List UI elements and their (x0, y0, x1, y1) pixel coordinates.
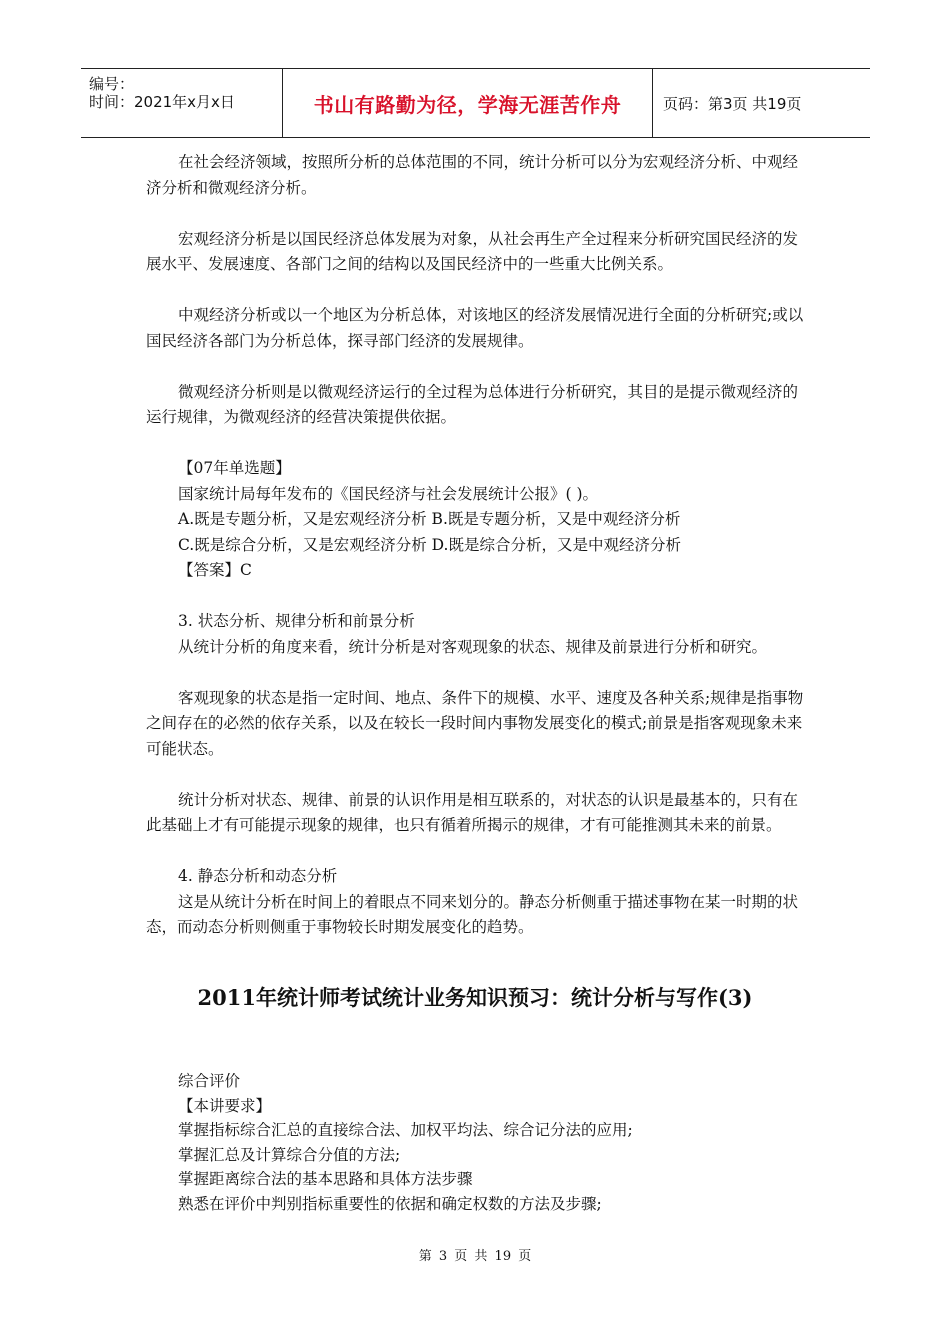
question-answer: 【答案】C (178, 561, 252, 579)
section3-intro: 从统计分析的角度来看，统计分析是对客观现象的状态、规律及前景进行分析和研究。 (178, 637, 768, 656)
section4-body: 这是从统计分析在时间上的着眼点不同来划分的。静态分析侧重于描述事物在某一时期的状态，而动态分析则侧重于事物较长时期发展变化的趋势。 (146, 892, 799, 936)
paragraph: 中观经济分析或以一个地区为分析总体，对该地区的经济发展情况进行全面的分析研究;或以国民经济各部门为分析总体，探寻部门经济的发展规律。 (146, 306, 804, 350)
page-footer: 第 3 页 共 19 页 (418, 1249, 532, 1264)
motto: 书山有路勤为径，学海无涯苦作舟 (313, 92, 622, 117)
number-label: 编号： (89, 75, 135, 93)
section3-title: 3. 状态分析、规律分析和前景分析 (178, 612, 415, 630)
header-meta-cell (81, 69, 283, 137)
requirement-item: 掌握指标综合汇总的直接综合法、加权平均法、综合记分法的应用; (178, 1121, 633, 1139)
article-heading: 2011年统计师考试统计业务知识预习：统计分析与写作(3) (197, 985, 753, 1010)
date-label: 时间：2021年x月x日 (89, 93, 235, 111)
requirement-item: 掌握汇总及计算综合分值的方法; (178, 1145, 401, 1164)
requirement-item: 熟悉在评价中判别指标重要性的依据和确定权数的方法及步骤; (178, 1194, 602, 1213)
page-info: 页码：第3页 共19页 (663, 94, 802, 113)
paragraph: 宏观经济分析是以国民经济总体发展为对象，从社会再生产全过程来分析研究国民经济的发展水平、发展速度、各部门之间的结构以及国民经济中的一些重大比例关系。 (146, 229, 799, 273)
question-tag: 【07年单选题】 (178, 459, 291, 477)
header-page-cell (653, 69, 870, 137)
section3-paragraph: 客观现象的状态是指一定时间、地点、条件下的规模、水平、速度及各种关系;规律是指事物之间存在的必然的依存关系，以及在较长一段时间内事物发展变化的模式;前景是指客观现象未来可能状态。 (146, 688, 804, 758)
requirement-item: 掌握距离综合法的基本思路和具体方法步骤 (178, 1170, 473, 1188)
question-stem: 国家统计局每年发布的《国民经济与社会发展统计公报》( )。 (178, 484, 599, 503)
requirements-tag: 【本讲要求】 (178, 1096, 272, 1115)
section3-paragraph: 统计分析对状态、规律、前景的认识作用是相互联系的，对状态的认识是最基本的，只有在此基础上才有可能提示现象的规律，也只有循着所揭示的规律，才有可能推测其未来的前景。 (146, 790, 799, 834)
paragraph: 在社会经济领域，按照所分析的总体范围的不同，统计分析可以分为宏观经济分析、中观经济分析和微观经济分析。 (146, 153, 799, 197)
header-table (81, 68, 870, 138)
section4-title: 4. 静态分析和动态分析 (178, 867, 338, 885)
evaluation-section (178, 1069, 798, 1216)
paragraph: 微观经济分析则是以微观经济运行的全过程为总体进行分析研究，其目的是提示微观经济的运行规律，为微观经济的经营决策提供依据。 (146, 382, 799, 426)
question-options-2: C.既是综合分析，又是宏观经济分析 D.既是综合分析，又是中观经济分析 (178, 535, 681, 554)
question-options-1: A.既是专题分析，又是宏观经济分析 B.既是专题分析，又是中观经济分析 (178, 510, 681, 528)
header-motto-cell (283, 69, 653, 137)
evaluation-title: 综合评价 (178, 1072, 241, 1090)
main-content (146, 150, 806, 941)
